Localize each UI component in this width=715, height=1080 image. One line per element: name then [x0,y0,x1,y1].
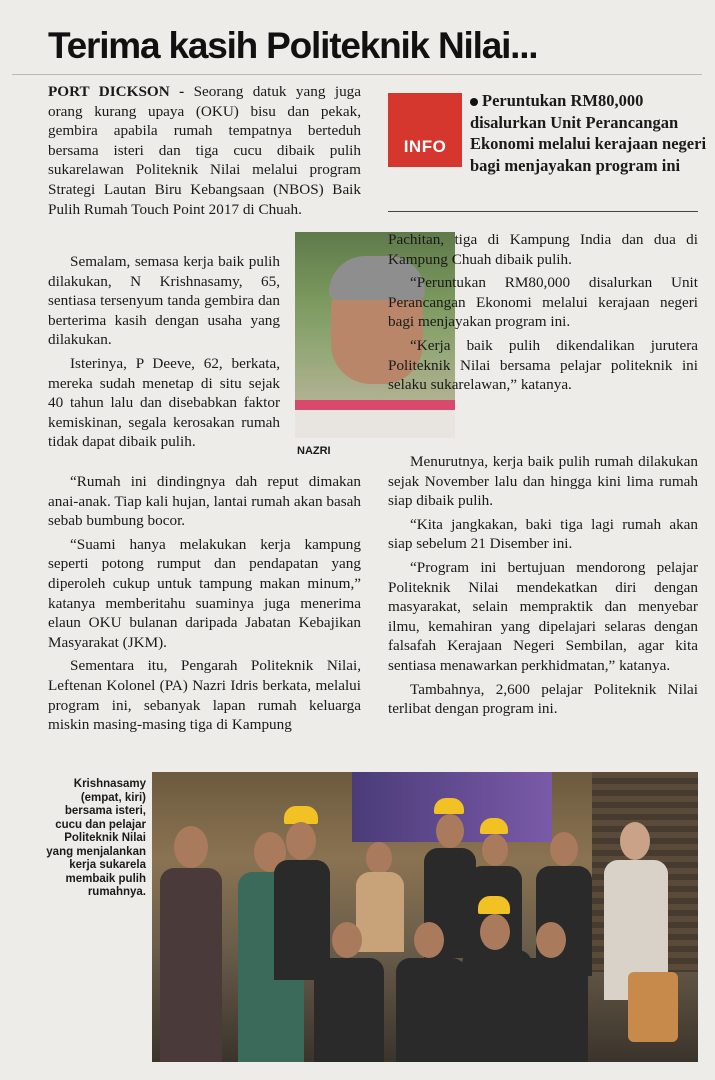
portrait-caption: NAZRI [297,445,331,457]
person-face [480,914,510,950]
paragraph-2: Semalam, semasa kerja baik pulih dilakukan, N Krishnasamy, 65, sentiasa tersenyum tanda gembira dan berterima kasih dengan usaha yang dilakukan. [48,253,280,349]
person-face [550,832,578,866]
person-face [286,822,316,860]
person-body [396,958,466,1062]
info-highlight [388,90,708,176]
person-body [314,958,384,1062]
person-face [482,834,508,866]
paragraph-10: Menurutnya, kerja baik pulih rumah dilakukan sejak November lalu dan hingga kini lima rumah siap dibaik pulih. [388,453,698,510]
helmet [480,818,508,834]
person-body [160,868,222,1062]
paragraph-12: “Program ini bertujuan mendorong pelajar Politeknik Nilai mendekatkan diri dengan masyarakat, selain mempraktik dan menyebar ilmu, kemahiran yang dipelajari selaras dengan falsafah Kerajaan Negeri Sembilan, agar kita sentiasa menawarkan perkhidmatan,” katanya. [388,558,698,674]
headline: Terima kasih Politeknik Nilai... [48,25,538,66]
paragraph-7: Pachitan, tiga di Kampung India dan dua di Kampung Chuah dibaik pulih. [388,231,698,268]
helmet [478,896,510,914]
column-1-middle [48,248,280,452]
column-1-top [48,82,361,219]
person-face [174,826,208,868]
bag [628,972,678,1042]
column-2-bottom [388,452,698,719]
person-face [620,822,650,860]
person-face [436,814,464,848]
bullet-icon [470,98,478,106]
person-face [536,922,566,958]
info-label: INFO [403,137,447,156]
person-body [356,872,404,952]
column-2-top [388,230,698,395]
group-photo-caption: Krishnasamy (empat, kiri) bersama isteri, cucu dan pelajar Politeknik Nilai yang menjalankan kerja sukarela membaik pulih rumahnya. [46,778,146,898]
person-face [414,922,444,958]
paragraph-4: “Rumah ini dindingnya dah reput dimakan anai-anak. Tiap kali hujan, lantai rumah akan basah sebab bumbung bocor. [48,473,361,530]
portrait-shirt [295,400,455,438]
person-face [366,842,392,874]
top-divider [12,74,702,75]
person-body [518,958,588,1062]
dateline: PORT DICKSON - [48,83,194,100]
paragraph-9: “Kerja baik pulih dikendalikan jurutera Politeknik Nilai bersama pelajar politeknik ini selaku sukarelawan,” katanya. [388,336,698,394]
paragraph-3: Isterinya, P Deeve, 62, berkata, mereka sudah menetap di situ sejak 40 tahun lalu dan disebabkan faktor kemiskinan, segala kerosakan rumah tidak dapat dibaik pulih. [48,354,280,451]
column-1-bottom [48,472,361,735]
paragraph-13: Tambahnya, 2,600 pelajar Politeknik Nilai terlibat dengan program ini. [388,680,698,718]
info-divider [388,211,698,212]
person-face [332,922,362,958]
paragraph-5: “Suami hanya melakukan kerja kampung seperti potong rumput dan pendapatan yang diperoleh cukup untuk tampung makan minum,” katanya memberitahu suaminya juga menerima elaun OKU bulanan daripada Jabatan Kebajikan Masyarakat (JKM). [48,535,361,651]
info-text: Peruntukan RM80,000 disalurkan Unit Perancangan Ekonomi melalui kerajaan negeri bagi menjayakan program ini [470,91,707,175]
paragraph-1 [48,82,361,219]
paragraph-11: “Kita jangkakan, baki tiga lagi rumah akan siap sebelum 21 Disember ini. [388,515,698,553]
paragraph-6: Sementara itu, Pengarah Politeknik Nilai, Leftenan Kolonel (PA) Nazri Idris berkata, melalui program ini, sebanyak lapan rumah keluarga miskin masing-masing tiga di Kampung [48,657,361,734]
group-photo [152,772,698,1062]
paragraph-1-text: Seorang datuk yang juga orang kurang upaya (OKU) bisu dan pekak, gembira apabila rumah tempatnya berteduh bersama isteri dan tiga cucu dibaik pulih sukarelawan Politeknik Nilai melalui program Strategi Lautan Biru Kebangsaan (NBOS) Baik Pulih Rumah Touch Point 2017 di Chuah. [48,83,361,218]
helmet [434,798,464,814]
paragraph-8: “Peruntukan RM80,000 disalurkan Unit Perancangan Ekonomi melalui kerajaan negeri bagi menjayakan program ini. [388,274,698,331]
